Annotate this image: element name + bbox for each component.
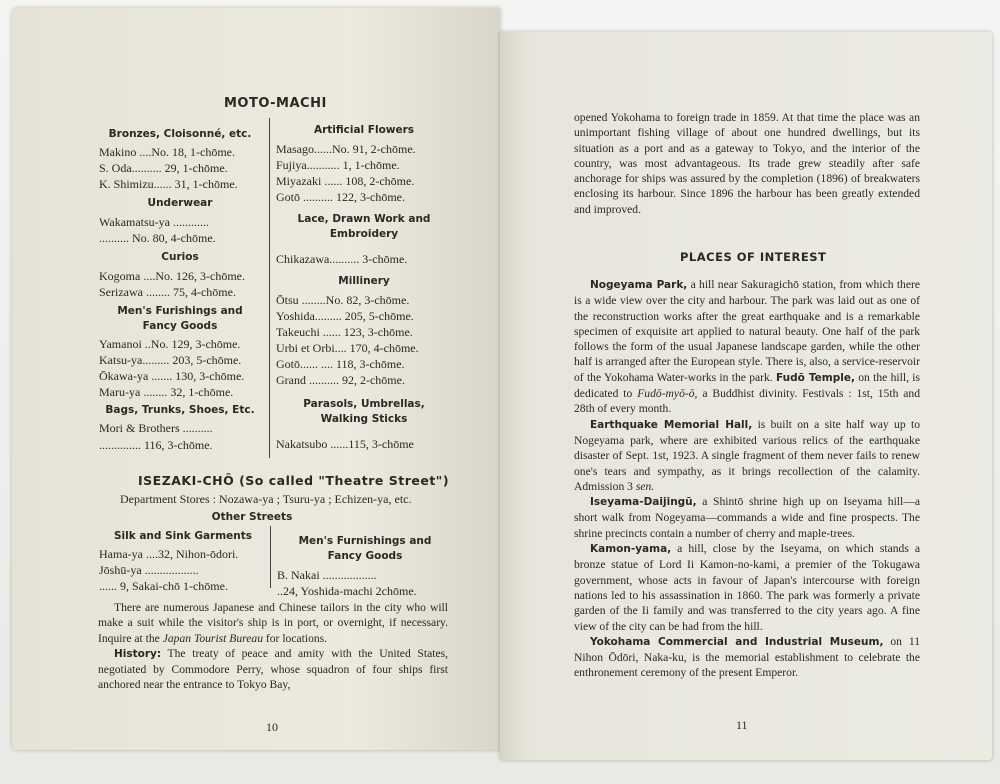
bags-entry: Mori & Brothers .......... (99, 421, 213, 435)
department-stores: Department Stores : Nozawa-ya ; Tsuru-ya ; Echizen-ya, etc. (120, 492, 412, 506)
nogeyama-name: Nogeyama Park, (590, 279, 688, 291)
bronzes-entry: Makino ....No. 18, 1-chōme. (99, 145, 235, 159)
bronzes-entry: K. Shimizu...... 31, 1-chōme. (99, 177, 238, 191)
isezaki-mens-entry: ..24, Yoshida-machi 2chōme. (277, 584, 417, 598)
curios-heading: Curios (161, 251, 199, 263)
fudo-text: on the hill, is dedicated to (574, 370, 920, 401)
earthquake-name: Earthquake Memorial Hall, (590, 418, 753, 431)
left-page (12, 8, 500, 750)
millinery-entry: Ōtsu ........No. 82, 3-chōme. (276, 293, 410, 307)
silk-entry: Jōshū-ya .................. (99, 563, 199, 577)
kamon-name: Kamon-yama, (590, 543, 672, 556)
bronzes-entry: S. Oda.......... 29, 1-chōme. (99, 161, 228, 175)
mens-entry: Yamanoi ..No. 129, 3-chōme. (99, 337, 241, 351)
underwear-entry: Wakamatsu-ya ............ (99, 215, 210, 229)
tailors-text: There are numerous Japanese and Chinese tailors in the city who will make a suit while the visitor's ship is in port, or overnight, if necessary. Inquire at the (98, 601, 448, 645)
fudo-italic: Fudō-myō-ō, (637, 387, 698, 401)
mens-entry: Maru-ya ........ 32, 1-chōme. (99, 385, 234, 399)
iseyama-text: a Shintō shrine high up on Iseyama hill—a short walk from Nogeyama—commands a wide and fine prospects. The shrine precincts contain a number of cherry and maple-trees. (574, 495, 920, 540)
millinery-entry: Urbi et Orbi.... 170, 4-chōme. (276, 341, 419, 355)
millinery-entry: Gotō...... .... 118, 3-chōme. (276, 357, 405, 371)
nogeyama-text: a hill near Sakuragichō station, from which there is a wide view over the city and harbour. The park was laid out as one of the reconstruction works after the great earthquake and is a remarkable specimen of exquisite art applied to natural beauty. One half of the park follows the form of the usual Japanese landscape garden, while the other half is arranged after the European style. There is, also, a service-reservoir of the Yokohama Water-works in the park. (574, 278, 920, 384)
page-number-right: 11 (736, 718, 748, 732)
lace-heading-line1: Lace, Drawn Work and (297, 213, 431, 225)
mens-entry: Katsu-ya......... 203, 5-chōme. (99, 353, 242, 367)
silk-entry: ...... 9, Sakai-chō 1-chōme. (99, 579, 228, 593)
curios-entry: Kogoma ....No. 126, 3-chōme. (99, 269, 245, 283)
places-body (574, 277, 920, 681)
parasols-heading-line1: Parasols, Umbrellas, (303, 398, 425, 410)
history-label: History: (114, 647, 162, 660)
intro-paragraph (574, 110, 920, 217)
millinery-entry: Yoshida......... 205, 5-chōme. (276, 309, 414, 323)
isezaki-mens-heading-line2: Fancy Goods (327, 550, 403, 562)
isezaki-mens-entry: B. Nakai .................. (277, 568, 377, 582)
silk-heading: Silk and Sink Garments (113, 530, 253, 542)
tailors-text-end: for locations. (263, 631, 328, 645)
right-page (500, 32, 992, 760)
mens-entry: Ōkawa-ya ....... 130, 3-chōme. (99, 369, 245, 383)
intro-text: opened Yokohama to foreign trade in 1859. At that time the place was an unimportant fishing village of about one hundred dwellings, but its situation as a port and as a gateway to Tokyo, and the interior of the country, was most advantageous. Its trade grew steadily after safe anchorage for ships was assured by the completion (1896) of breakwaters enclosing its harbour. Since 1896 the harbour has been greatly extended and improved. (574, 111, 920, 216)
lace-entry: Chikazawa.......... 3-chōme. (276, 252, 408, 266)
curios-entry: Serizawa ........ 75, 4-chōme. (99, 285, 236, 299)
flowers-entry: Miyazaki ...... 108, 2-chōme. (276, 174, 415, 188)
iseyama-name: Iseyama-Daijingū, (590, 496, 697, 509)
flowers-entry: Gotō .......... 122, 3-chōme. (276, 190, 405, 204)
earthquake-text: is built on a site half way up to Nogeyama park, where are exhibited various relics of the earthquake disaster of Sept. 1st, 1923. A single fragment of them never fails to renew one's tears and sympathy, as it brings recollection of the calamity. Admission 3 (574, 417, 920, 493)
moto-machi-title: MOTO-MACHI (224, 96, 327, 111)
millinery-entry: Grand .......... 92, 2-chōme. (276, 373, 405, 387)
kamon-text: a hill, close by the Iseyama, on which stands a bronze statue of Lord Ii Kamon-no-kami, a premier of the Tokugawa government, whose acts in favour of Japan's intercourse with foreign nations led to his assassination in 1860. The park was formerly a private garden of the Ii family and was transferred to the city years ago. A fine view of the city can be had from the hill. (574, 542, 920, 633)
isezaki-title: ISEZAKI-CHŌ (So called "Theatre Street") (138, 473, 450, 488)
history-text: The treaty of peace and amity with the United States, negotiated by Commodore Perry, whose squadron of four ships first anchored near the entrance to Tokyo Bay, (98, 646, 448, 692)
column-divider (270, 526, 271, 588)
parasols-entry: Nakatsubo ......115, 3-chōme (276, 437, 414, 451)
fudo-text-end: a Buddhist divinity. Festivals : 1st, 15th and 28th of every month. (574, 387, 920, 416)
millinery-heading: Millinery (338, 275, 390, 287)
mens-heading-line1: Men's Furishings and (117, 305, 243, 317)
lace-heading-line2: Embroidery (329, 228, 399, 240)
earthquake-sen: sen. (635, 479, 655, 493)
bronzes-heading: Bronzes, Cloisonné, etc. (108, 128, 252, 140)
bags-heading: Bags, Trunks, Shoes, Etc. (105, 404, 255, 416)
flowers-entry: Masago......No. 91, 2-chōme. (276, 142, 416, 156)
fudo-name: Fudō Temple, (776, 371, 855, 384)
isezaki-mens-heading-line1: Men's Furnishings and (298, 535, 432, 547)
page-number-left: 10 (266, 720, 278, 734)
museum-text: on 11 Nihon Ōdōri, Naka-ku, is the memorial establishment to celebrate the enthronement ceremony of the present Emperor. (574, 634, 920, 680)
bags-entry: .............. 116, 3-chōme. (99, 438, 213, 452)
underwear-heading: Underwear (147, 197, 213, 209)
underwear-entry: .......... No. 80, 4-chōme. (99, 231, 216, 245)
museum-name: Yokohama Commercial and Industrial Museum, (590, 635, 884, 648)
mens-heading-line2: Fancy Goods (142, 320, 218, 332)
flowers-heading: Artificial Flowers (313, 124, 415, 136)
millinery-entry: Takeuchi ...... 123, 3-chōme. (276, 325, 413, 339)
parasols-heading-line2: Walking Sticks (320, 413, 408, 425)
silk-entry: Hama-ya ....32, Nihon-ōdori. (99, 547, 239, 561)
column-divider (269, 118, 270, 458)
flowers-entry: Fujiya........... 1, 1-chōme. (276, 158, 400, 172)
tailors-paragraph (98, 600, 448, 693)
tourist-bureau: Japan Tourist Bureau (162, 631, 263, 645)
places-title: PLACES OF INTEREST (680, 250, 827, 264)
other-streets-heading: Other Streets (211, 511, 293, 523)
